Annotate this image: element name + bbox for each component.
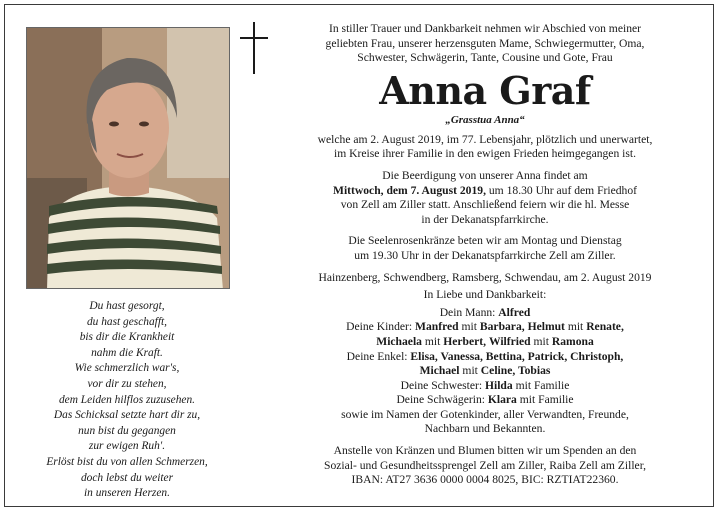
intro-line: In stiller Trauer und Dankbarkeit nehmen wir Abschied von meiner bbox=[329, 22, 641, 35]
funeral-time: um 18.30 Uhr auf dem Friedhof bbox=[485, 183, 637, 197]
poem-line: Das Schicksal setzte hart dir zu, bbox=[53, 409, 201, 422]
husband-name: Alfred bbox=[498, 305, 531, 319]
sister-line bbox=[270, 379, 700, 394]
sister-in-law-rest: mit Familie bbox=[516, 393, 574, 407]
poem-line: nahm die Kraft. bbox=[91, 346, 163, 359]
funeral-date: Mittwoch, dem 7. August 2019, bbox=[333, 183, 486, 197]
husband-line bbox=[270, 306, 700, 321]
with-text: mit bbox=[458, 320, 480, 334]
child-name: Manfred bbox=[415, 320, 459, 334]
deceased-name: Anna Graf bbox=[379, 67, 591, 113]
partner-name: Barbara, bbox=[479, 320, 525, 334]
death-line: im Kreise ihrer Familie in den ewigen Frieden heimgegangen ist. bbox=[334, 147, 636, 161]
portrait-photo bbox=[26, 27, 230, 289]
children-label: Deine Kinder: bbox=[346, 320, 416, 334]
sister-label: Deine Schwester: bbox=[400, 378, 485, 392]
poem-line: dem Leiden hilflos zuzusehen. bbox=[58, 393, 196, 406]
grandchildren-names: Celine, Tobias bbox=[480, 364, 551, 378]
poem-line: in unseren Herzen. bbox=[84, 487, 170, 500]
intro-line: geliebten Frau, unserer herzensguten Mame, Schwiegermutter, Oma, bbox=[325, 36, 645, 50]
cross-icon bbox=[237, 22, 271, 74]
sister-in-law-label: Deine Schwägerin: bbox=[396, 393, 488, 407]
rosary-line: Die Seelenrosenkränze beten wir am Montag und Dienstag bbox=[348, 234, 622, 248]
sister-rest: mit Familie bbox=[512, 378, 570, 392]
sister-in-law-line bbox=[270, 393, 700, 408]
donation-line: IBAN: AT27 3636 0000 0004 8025, BIC: RZTIAT22360. bbox=[351, 473, 619, 487]
grandchild-name: Michael bbox=[419, 364, 460, 378]
children-line bbox=[270, 320, 700, 335]
poem-line: doch lebst du weiter bbox=[80, 471, 174, 484]
grandchildren-line bbox=[270, 364, 700, 379]
poem-line: zur ewigen Ruh'. bbox=[88, 440, 166, 453]
rosary-line: um 19.30 Uhr in der Dekanatspfarrkirche Zell am Ziller. bbox=[354, 248, 616, 262]
children-line bbox=[270, 335, 700, 350]
with-text: mit bbox=[459, 364, 481, 378]
sister-in-law-name: Klara bbox=[487, 393, 517, 407]
sister-name: Hilda bbox=[484, 378, 513, 392]
funeral-date-line bbox=[270, 184, 700, 199]
grandchildren-names: Elisa, Vanessa, Bettina, Patrick, Christoph, bbox=[410, 349, 624, 363]
place-date: Hainzenberg, Schwendberg, Ramsberg, Schwendau, am 2. August 2019 bbox=[318, 270, 652, 284]
poem-line: bis dir die Krankheit bbox=[79, 331, 175, 344]
child-name: Helmut bbox=[527, 320, 565, 334]
partner-name: Herbert, bbox=[443, 334, 487, 348]
funeral-line: Die Beerdigung von unserer Anna findet am bbox=[382, 168, 588, 182]
child-name: Michaela bbox=[376, 334, 422, 348]
poem-line: Du hast gesorgt, bbox=[89, 300, 165, 312]
grandchildren-line bbox=[270, 350, 700, 365]
donation-line: Sozial- und Gesundheitssprengel Zell am Ziller, Raiba Zell am Ziller, bbox=[324, 458, 646, 472]
funeral-line: in der Dekanatspfarrkirche. bbox=[421, 212, 549, 226]
obituary-text bbox=[270, 22, 700, 488]
with-text: mit bbox=[530, 334, 552, 348]
poem-line: Wie schmerzlich war's, bbox=[74, 362, 180, 375]
poem-line: du hast geschafft, bbox=[86, 315, 168, 328]
death-line: welche am 2. August 2019, im 77. Lebensjahr, plötzlich und unerwartet, bbox=[317, 132, 653, 146]
donation-line: Anstelle von Kränzen und Blumen bitten wir um Spenden an den bbox=[333, 444, 637, 458]
poem-line: nun bist du gegangen bbox=[78, 424, 176, 437]
with-text: mit bbox=[564, 320, 587, 334]
with-text: mit bbox=[421, 334, 444, 348]
nickname: „Grasstua Anna“ bbox=[445, 113, 525, 126]
others-line: Nachbarn und Bekannten. bbox=[424, 422, 546, 436]
funeral-line: von Zell am Ziller statt. Anschließend feiern wir die hl. Messe bbox=[340, 198, 630, 212]
partner-name: Ramona bbox=[551, 334, 594, 348]
child-name: Wilfried bbox=[488, 334, 531, 348]
husband-label: Dein Mann: bbox=[439, 305, 499, 319]
intro-line: Schwester, Schwägerin, Tante, Cousine und Gote, Frau bbox=[357, 51, 613, 65]
grandchildren-label: Deine Enkel: bbox=[346, 349, 411, 363]
others-line: sowie im Namen der Gotenkinder, aller Verwandten, Freunde, bbox=[341, 407, 629, 421]
love-line: In Liebe und Dankbarkeit: bbox=[423, 288, 547, 302]
poem bbox=[22, 299, 232, 502]
partner-name: Renate, bbox=[586, 320, 624, 334]
poem-line: vor dir zu stehen, bbox=[87, 377, 167, 390]
poem-line: Erlöst bist du von allen Schmerzen, bbox=[46, 455, 208, 468]
